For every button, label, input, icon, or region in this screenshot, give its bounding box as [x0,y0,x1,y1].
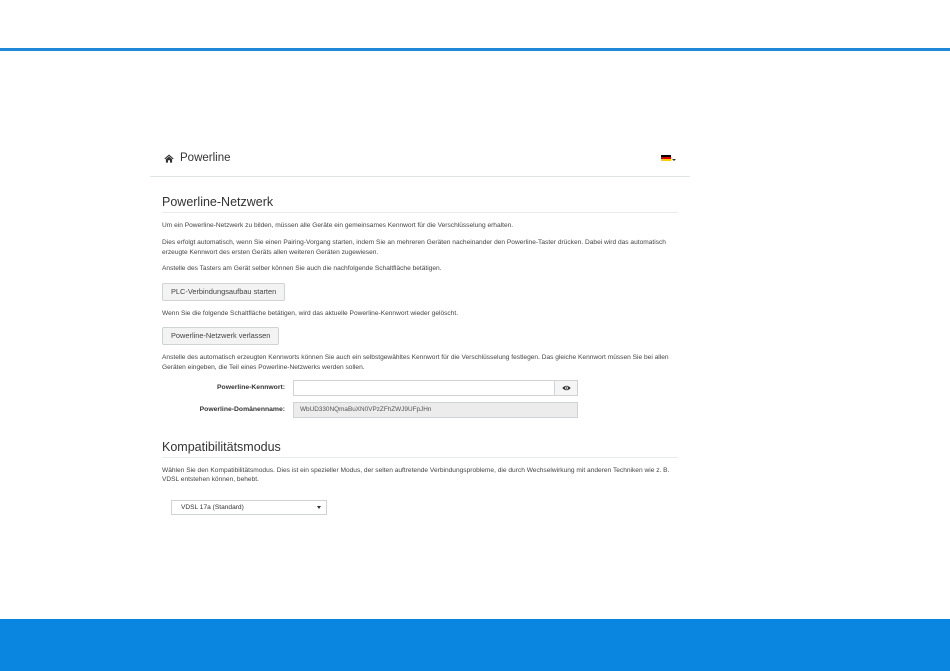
home-icon [164,154,174,163]
password-input[interactable] [293,380,555,396]
footer-bar [0,619,950,671]
eye-icon [562,385,571,391]
page-title: Powerline [180,152,231,164]
flag-de-icon [661,155,671,162]
compat-mode-select[interactable] [171,500,327,515]
custom-password-text: Anstelle des automatisch erzeugten Kennworts können Sie auch ein selbstgewähltes Kennwort für die Verschlüsselung festlegen. Das gleiche Kennwort müssen Sie bei allen Geräten eingeben, die Teil eines Powerline-Netzwerks werden sollen. [162,353,669,371]
top-accent-line [0,48,950,51]
chevron-down-icon [672,159,676,161]
panel-header [150,140,690,177]
domain-label: Powerline-Domänenname: [199,406,285,414]
plc-pairing-button[interactable]: PLC-Verbindungsaufbau starten [162,283,285,301]
network-leave-hint-text: Wenn Sie die folgende Schaltfläche betätigen, wird das aktuelle Powerline-Kennwort wieder gelöscht. [162,309,459,317]
leave-network-button[interactable]: Powerline-Netzwerk verlassen [162,327,279,345]
password-label: Powerline-Kennwort: [217,384,285,392]
language-selector[interactable] [661,155,676,162]
chevron-down-icon [317,506,321,509]
password-row [162,380,678,396]
section-title-compat: Kompatibilitätsmodus [162,440,678,458]
section-title-network: Powerline-Netzwerk [162,195,678,213]
domain-name-field: WbUD330NQmaBuXN0VPzZFhZWJ9UFpJHn [293,402,578,418]
network-intro-text: Um ein Powerline-Netzwerk zu bilden, müssen alle Geräte ein gemeinsames Kennwort für die Verschlüsselung erhalten. [162,222,514,229]
network-button-hint-text: Anstelle des Tasters am Gerät selber können Sie auch die nachfolgende Schaltfläche betätigen. [162,265,442,273]
compat-mode-value: VDSL 17a (Standard) [181,504,244,512]
breadcrumb[interactable] [164,152,231,164]
powerline-panel [150,140,690,515]
network-pairing-text: Dies erfolgt automatisch, wenn Sie einen Pairing-Vorgang starten, indem Sie an mehreren Geräten nacheinander den Powerline-Taster drücken. Dabei wird das automatisch erzeugte Kennwort des ersten Geräts allen weiteren Geräten zugewiesen. [162,238,666,256]
compat-description-text: Wählen Sie den Kompatibilitätsmodus. Dies ist ein spezieller Modus, der selten auftretende Verbindungsprobleme, die durch Wechselwirkung mit anderen Techniken wie z. B. VDSL entstehen können, behebt. [162,466,670,484]
domain-row [162,402,678,418]
show-password-button[interactable] [555,380,578,396]
